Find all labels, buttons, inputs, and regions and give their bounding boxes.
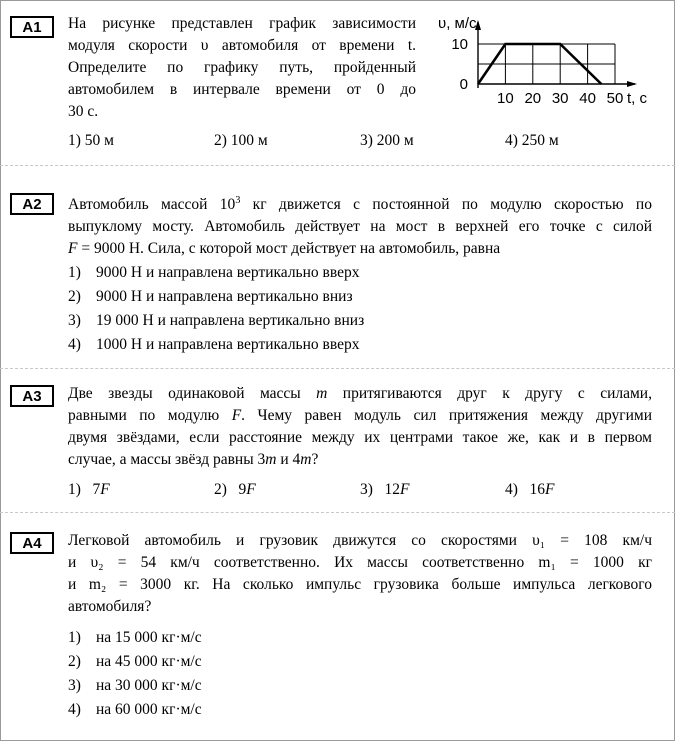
a1-line-5: 30 с. [68, 103, 99, 120]
a2-line-3: F = 9000 Н. Сила, с которой мост действует на автомобиль, равна [68, 240, 501, 257]
y-tick-label: 10 [451, 36, 468, 53]
a1-option-4[interactable]: 4) 250 м [505, 132, 559, 149]
a4-line-3: и m₂ = 3000 кг. На сколько импульс грузовика больше импульса легкового [68, 576, 652, 593]
a2-option-2[interactable]: 2) 9000 Н и направлена вертикально вниз [68, 288, 353, 305]
a3-line-2: равными по модулю F. Чему равен модуль сил притяжения между другими [68, 407, 652, 424]
x-axis-arrow [627, 81, 637, 87]
velocity-time-chart [430, 8, 670, 116]
a4-options [68, 626, 202, 722]
a1-line-1: На рисунке представлен график зависимости [68, 15, 416, 32]
a3-line-1: Две звезды одинаковой массы m притягиваются друг к другу с силами, [68, 385, 652, 402]
question-a1-text [68, 13, 416, 123]
question-label-a4: A4 [10, 532, 54, 554]
question-label-a1: A1 [10, 16, 54, 38]
a1-option-2[interactable]: 2) 100 м [214, 132, 268, 149]
x-axis-label: t, с [627, 90, 648, 107]
x-tick-label: 30 [551, 90, 569, 107]
a4-option-4[interactable]: 4) на 60 000 кг·м/с [68, 701, 202, 718]
a4-option-1[interactable]: 1) на 15 000 кг·м/с [68, 629, 202, 646]
x-tick-label: 20 [524, 90, 542, 107]
separator-2 [0, 368, 675, 369]
a3-option-2[interactable]: 2) 9F [214, 481, 256, 498]
a1-option-1[interactable]: 1) 50 м [68, 132, 114, 149]
a2-option-4[interactable]: 4) 1000 Н и направлена вертикально вверх [68, 336, 360, 353]
a3-option-3[interactable]: 3) 12F [360, 481, 410, 498]
a2-line-1: Автомобиль массой $10^3$ кг движется с постоянной по модулю скоростью по [68, 195, 652, 213]
x-tick-label: 10 [497, 90, 514, 107]
a3-line-4: случае, а массы звёзд равны 3m и 4m? [68, 451, 319, 468]
a3-option-1[interactable]: 1) 7F [68, 481, 110, 498]
a2-options [68, 261, 364, 357]
question-label-a2: A2 [10, 193, 54, 215]
x-tick-label: 40 [579, 90, 596, 107]
a1-option-3[interactable]: 3) 200 м [360, 132, 414, 149]
a4-option-3[interactable]: 3) на 30 000 кг·м/с [68, 677, 202, 694]
question-a4-text [68, 530, 652, 618]
a2-line-2: выпуклому мосту. Автомобиль действует на мост в верхней его точке с силой [68, 218, 652, 235]
a1-line-4: автомобилем в интервале времени от 0 до [68, 81, 416, 98]
a4-option-2[interactable]: 2) на 45 000 кг·м/с [68, 653, 202, 670]
a2-option-1[interactable]: 1) 9000 Н и направлена вертикально вверх [68, 264, 360, 281]
a3-line-3: двумя звёздами, если расстояние между их центрами такое же, как и в первом [68, 429, 652, 446]
a1-line-2: модуля скорости υ автомобиля от времени t. [68, 37, 416, 54]
separator-1 [0, 165, 675, 166]
x-tick-label: 50 [606, 90, 624, 107]
question-a3-text [68, 383, 652, 471]
question-label-a3: A3 [10, 385, 54, 407]
a2-option-3[interactable]: 3) 19 000 Н и направлена вертикально вниз [68, 312, 365, 329]
y-tick-label: 0 [459, 76, 468, 93]
a4-line-1: Легковой автомобиль и грузовик движутся со скоростями υ₁ = 108 км/ч [68, 532, 652, 549]
separator-3 [0, 512, 675, 513]
a3-option-4[interactable]: 4) 16F [505, 481, 555, 498]
a1-line-3: Определите по графику путь, пройденный [68, 59, 416, 76]
y-axis-label: υ, м/с [438, 15, 477, 32]
question-a2-text [68, 190, 652, 260]
a4-line-4: автомобиля? [68, 598, 152, 615]
a4-line-2: и υ₂ = 54 км/ч соответственно. Их массы соответственно m₁ = 1000 кг [68, 554, 652, 571]
